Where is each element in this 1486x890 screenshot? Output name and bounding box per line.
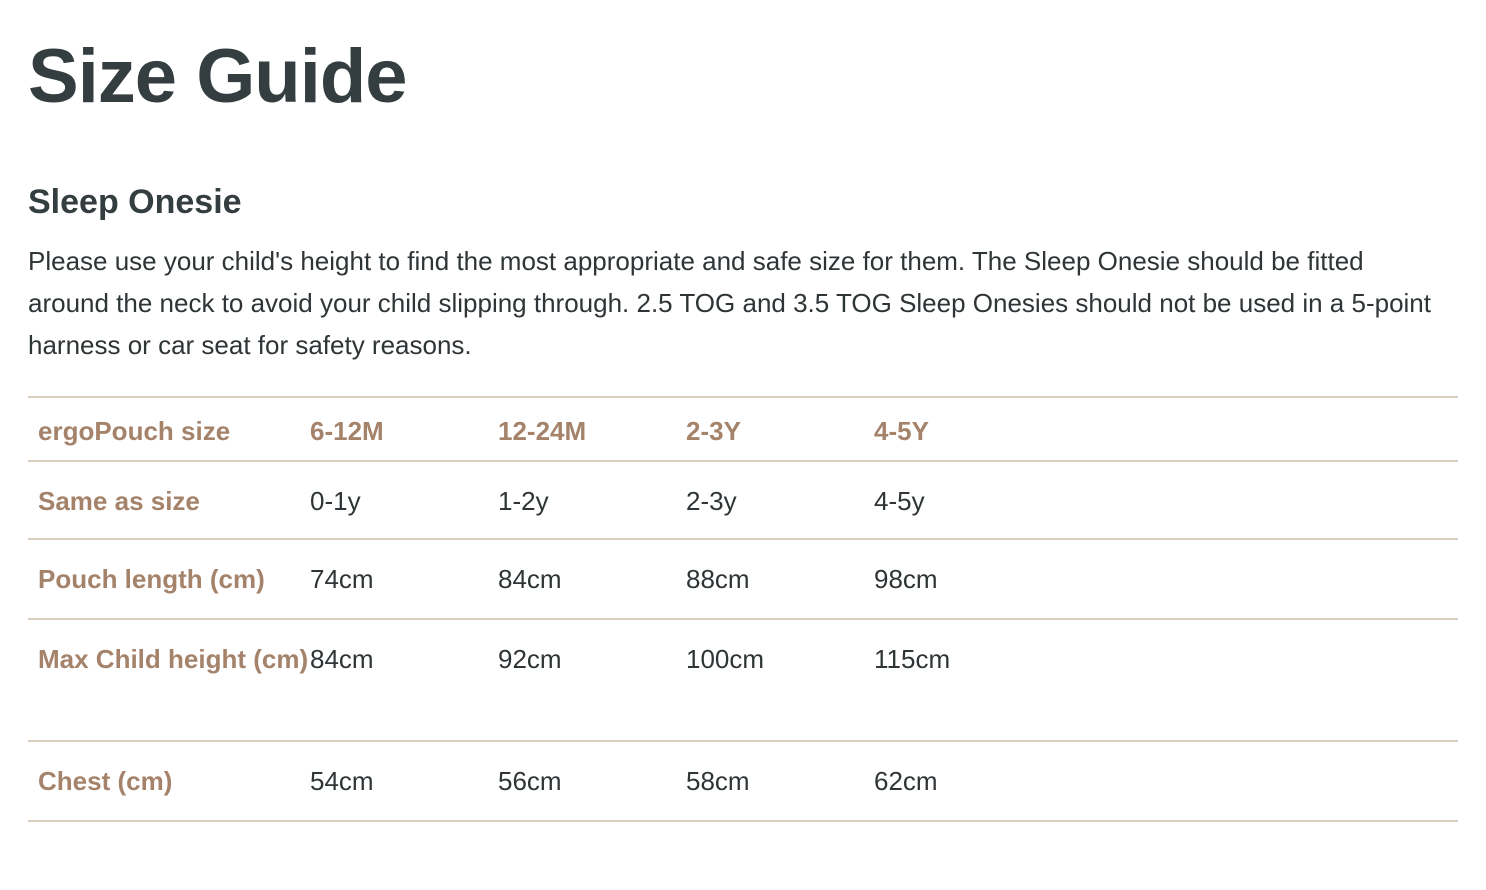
table-cell: 2-3y (686, 486, 737, 516)
table-row (28, 619, 1458, 741)
empty-cell (1062, 539, 1458, 619)
row-label: Max Child height (cm) (38, 644, 309, 674)
header-label: ergoPouch size (38, 416, 231, 446)
empty-cell (1062, 461, 1458, 539)
table-cell: 4-5y (874, 486, 925, 516)
empty-cell (1062, 741, 1458, 821)
table-row (28, 461, 1458, 539)
table-row (28, 539, 1458, 619)
size-header-2-3y: 2-3Y (686, 416, 741, 446)
table-cell: 0-1y (310, 486, 361, 516)
table-cell: 58cm (686, 766, 750, 796)
table-header-row (28, 397, 1458, 461)
size-header-4-5y: 4-5Y (874, 416, 929, 446)
table-cell: 62cm (874, 766, 938, 796)
table-row (28, 741, 1458, 821)
table-cell: 84cm (310, 644, 374, 674)
table-cell: 98cm (874, 564, 938, 594)
row-label: Pouch length (cm) (38, 564, 265, 594)
size-table (28, 396, 1458, 822)
size-header-12-24m: 12-24M (498, 416, 587, 446)
page-title: Size Guide (28, 34, 407, 119)
size-header-6-12m: 6-12M (310, 416, 384, 446)
size-guide-page (28, 0, 1458, 796)
table-cell: 88cm (686, 564, 750, 594)
table-cell: 56cm (498, 766, 562, 796)
table-cell: 1-2y (498, 486, 549, 516)
row-label: Same as size (38, 486, 200, 516)
section-description: Please use your child's height to find the most appropriate and safe size for them. The Sleep Onesie should be fitted around the neck to avoid your child slipping through. 2.5 TOG and 3.5 TOG Sleep Onesies should not be used in a 5-point harness or car seat for safety reasons. (28, 246, 1431, 360)
table-cell: 74cm (310, 564, 374, 594)
table-cell: 84cm (498, 564, 562, 594)
empty-cell (1062, 397, 1458, 461)
table-cell: 115cm (874, 644, 951, 674)
table-cell: 100cm (686, 644, 765, 674)
section-title: Sleep Onesie (28, 183, 242, 221)
table-cell: 54cm (310, 766, 374, 796)
row-label: Chest (cm) (38, 766, 173, 796)
table-cell: 92cm (498, 644, 562, 674)
empty-cell (1062, 619, 1458, 741)
